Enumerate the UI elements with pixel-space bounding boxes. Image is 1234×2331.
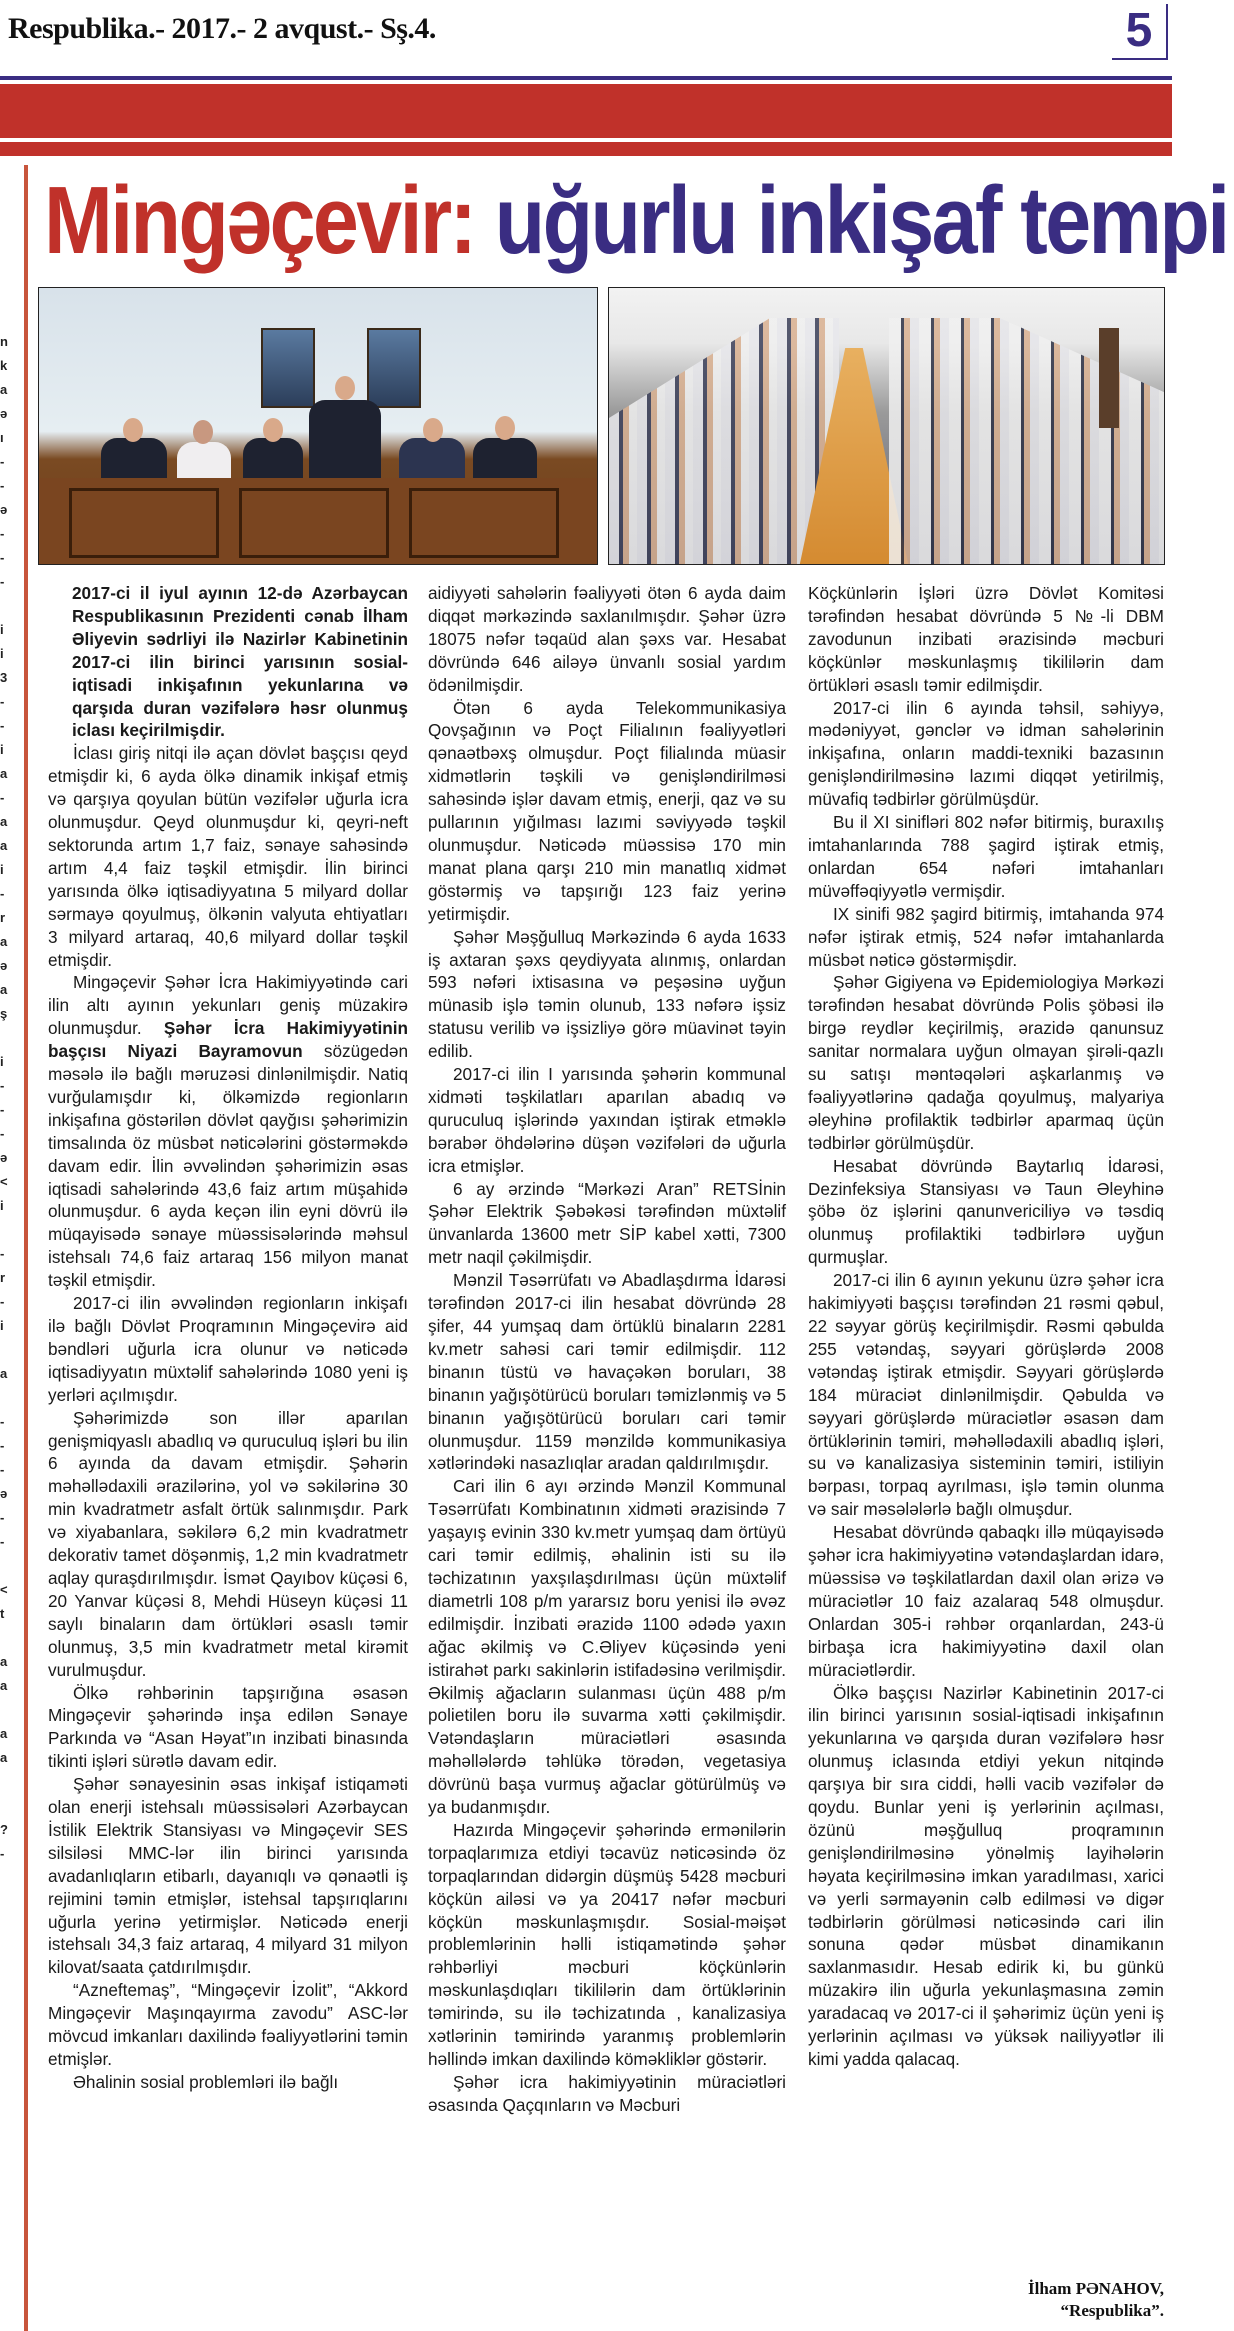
adjacent-page-glyph: a [0,814,8,829]
article-column-3 [808,582,1164,2071]
presidium-photo [38,287,598,565]
adjacent-page-glyph: - [0,1438,5,1453]
header-red-band [0,84,1172,138]
article-paragraph: 2017-ci ilin əvvəlindən regionların inkişafı ilə bağlı Dövlət Proqramının Mingəçevirə aid bəndləri uğurla icra olunur və nəticədə iqtisadiyyatın müxtəlif sahələrində 1080 yeni iş yerləri açılmışdır. [48,1293,408,1405]
article-paragraph: İclası giriş nitqi ilə açan dövlət başçısı qeyd etmişdir ki, 6 ayda ölkə dinamik inkişaf etmiş və qarşıya qoyulan bütün vəzifələr uğurla icra olunmuşdur. Qeyd olunmuşdur ki, qeyri-neft sektorunda artım 1,7 faiz, sənaye sahəsində artım 4,4 faiz təşkil etmişdir. İlin birinci yarısında ölkə iqtisadiyyatına 5 milyard dollar sərmayə qoyulmuş, ölkənin valyuta ehtiyatları 3 milyard artaraq, 40,6 milyard dollar təşkil etmişdir. [48,743,408,970]
adjacent-page-glyph: ə [0,502,8,517]
adjacent-page-glyph: - [0,1294,5,1309]
adjacent-page-glyph: a [0,1750,8,1765]
adjacent-page-glyph: r [0,1270,6,1285]
official-name-bold: Şəhər İcra Hakimiyyətinin başçısı Niyazi Bayramovun [48,1018,408,1062]
adjacent-page-glyph: - [0,1102,5,1117]
adjacent-page-glyph: ə [0,1150,8,1165]
page-margin-rule [24,165,28,2331]
adjacent-page-glyph [0,1554,20,1578]
adjacent-page-glyph: - [0,1510,5,1525]
adjacent-page-glyph: - [0,1462,5,1477]
desk-panel [69,488,219,558]
desk-panel [239,488,389,558]
article-paragraph: Şəhər icra hakimiyyətinin müraciətləri əsasında Qaçqınların və Məcburi [428,2071,786,2115]
adjacent-page-glyph [0,1794,20,1818]
article-paragraph-continued: aidiyyəti sahələrin fəaliyyəti ötən 6 ayda daim diqqət mərkəzində saxlanılmışdır. Şəhər üzrə 18075 nəfər təqaüd alan şəxs var. Hesabat dövründə 646 ailəyə ünvanlı sosial yardım ödənilmişdir. [428,583,786,695]
article-paragraph: Ölkə başçısı Nazirlər Kabinetinin 2017-ci ilin birinci yarısının sosial-iqtisadi inkişafının yekunlarına və qarşıda duran vəzifələrə həsr olunmuş iclasında etdiyi yekun nitqində qarşıya bir sıra ciddi, həlli vacib vəzifələr də qoydu. Bunlar yeni iş yerlərinin açılması, özünü məşğulluq proqramının genişləndirilməsinə yönəlmiş layihələrin həyata keçirilməsinə imkan yaradılması, xarici və yerli sərmayənin cəlb edilməsi və digər tədbirlərin görülməsi nəticəsində cari ilin sonuna qədər müsbət dinamikanın saxlanmasıdır. Hesab edirik ki, bu günkü müzakirə ilin uğurla yekunlaşmasına zəmin yaradacaq və 2017-ci il şəhərimiz üçün yeni iş yerlərinin açılması və yüksək nailiyyətlər ili kimi yadda qalacaq. [808,1682,1164,2069]
article-paragraph: 2017-ci ilin 6 ayında təhsil, səhiyyə, mədəniyyət, gənclər və idman sahələrinin inkişafına, onların maddi-texniki bazasının genişləndirilməsinə lazımi diqqət yetirilmiş, müvafiq tədbirlər görülmüşdür. [808,697,1164,810]
adjacent-page-glyph: ? [0,1822,8,1837]
article-lead: 2017-ci il iyul ayının 12-də Azərbaycan Respublikasının Prezidenti cənab İlham Əliyevin sədrliyi ilə Nazirlər Kabinetinin 2017-ci ilin birinci yarısının sosial-iqtisadi inkişafının yekunlarına və qarşıda duran vəzifələrə həsr olunmuş iclası keçirilmişdir. [72,583,408,741]
article-paragraph-continued: Köçkünlərin İşləri üzrə Dövlət Komitəsi tərəfindən hesabat dövründə 5 №-li DBM zavodunun inzibati ərazisində məcburi köçkünlər məskunlaşmış tikililərin dam örtükləri əsaslı təmir edilmişdir. [808,583,1164,695]
adjacent-page-glyph [0,1770,20,1794]
adjacent-page-glyph: - [0,526,5,541]
article-paragraph: Bu il XI sinifləri 802 nəfər bitirmiş, buraxılış imtahanlarında 788 şagird iştirak etmiş, onlardan 654 nəfəri imtahanları müvəffəqiyyətlə vermişdir. [808,812,1164,901]
adjacent-page-glyph [0,1218,20,1242]
page-number-box [1112,4,1168,60]
adjacent-page-glyph: - [0,454,5,469]
adjacent-page-glyph: - [0,886,5,901]
article-paragraph: Şəhər Gigiyena və Epidemiologiya Mərkəzi tərəfindən hesabat dövründə Polis şöbəsi ilə birgə reydlər keçirilmiş, ərazidə qanunsuz sanitar normalara uyğun olmayan şirəli-qazlı su satışı məntəqələri aşkarlanmış və fəaliyyətlərinə qadağa qoyulmuş, malyariya əleyhinə profilaktik tədbirlər aparmaq üçün tədbirlər görülmüşdür. [808,972,1164,1153]
publication-citation: Respublika.- 2017.- 2 avqust.- Sş.4. [8,12,436,45]
adjacent-page-glyph: 3 [0,670,8,685]
article-paragraph: Hazırda Mingəçevir şəhərində ermənilərin torpaqlarımıza etdiyi təcavüz nəticəsində öz torpaqlarından didərgin düşmüş 5428 məcburi köçkün ailəsi və ya 20417 nəfər məcburi köçkün məskunlaşmışdır. Sosial-məişət problemlərinin həlli istiqamətində şəhər rəhbərliyi məcburi köçkünlərin məskunlaşdıqları tikililərin dam örtüklərinin təmirində, su ilə təchizatında , kanalizasiya xətlərinin təmirində yaranmış problemlərin həllində imkan daxilində köməkliklər göstərir. [428,1819,786,2069]
adjacent-page-glyph: - [0,574,5,589]
adjacent-page-glyph: i [0,1054,4,1069]
article-paragraph: Şəhər Məşğulluq Mərkəzində 6 ayda 1633 iş axtaran şəxs qeydiyyata alınmış, onlardan 593 nəfəri ixtisasına və peşəsinə uyğun münasib işlə təmin olunub, 133 nəfərə işsiz statusu verilib və işsizliyə görə müavinət təyin edilib. [428,926,786,1062]
adjacent-page-glyph: ş [0,1006,8,1021]
adjacent-page-glyph: a [0,1654,8,1669]
header-red-thin-band [0,142,1172,156]
adjacent-page-glyph: - [0,1414,5,1429]
article-headline [44,162,1228,280]
adjacent-page-glyph: a [0,766,8,781]
person-head [335,376,355,400]
adjacent-page-glyph [0,1626,20,1650]
article-paragraph: Ölkə rəhbərinin tapşırığına əsasən Mingəçevir şəhərində inşa edilən Sənaye Parkında və “Asan Həyat”ın inzibati binasında tikinti işləri sürətlə davam edir. [48,1682,408,1772]
person-head [495,416,515,440]
adjacent-page-glyph: r [0,910,6,925]
adjacent-page-glyph: i [0,622,4,637]
person-head [123,418,143,442]
adjacent-page-glyph: - [0,718,5,733]
article-paragraph: IX sinifi 982 şagird bitirmiş, imtahanda 974 nəfər iştirak etmiş, 524 nəfər imtahanlarda müsbət nəticə göstərmişdir. [808,903,1164,970]
article-byline [808,2278,1164,2322]
paragraph-text: Mingəçevir Şəhər İcra Hakimiyyətində cari ilin altı ayının yekunları geniş müzakirə olunmuşdur. [48,972,408,1039]
adjacent-page-glyph: - [0,1534,5,1549]
adjacent-page-glyph: n [0,334,8,349]
adjacent-page-glyph: a [0,934,8,949]
adjacent-page-glyph: i [0,862,4,877]
adjacent-page-glyph [0,1386,20,1410]
page-number: 5 [1125,4,1153,57]
article-paragraph: Şəhər sənayesinin əsas inkişaf istiqaməti olan enerji istehsalı müəssisələri Azərbaycan İstilik Elektrik Stansiyası və Mingəçevir SES silsiləsi MMC-lər ilin birinci yarısında avadanlıqların etibarlı, dayanıqlı və qənaətli iş rejimini təmin etmişlər, istehsal tapşırıqlarını uğurla yerinə yetirmişlər. Nəticədə enerji istehsalı 34,3 faiz artaraq, 4 milyard 31 milyon kilovat/saata çatdırılmışdır. [48,1774,408,1978]
adjacent-page-glyph: ı [0,430,4,445]
adjacent-page-glyph: ə [0,958,8,973]
portrait-frame-right [367,328,421,408]
article-paragraph [48,971,408,1292]
headline-subject: uğurlu inkişaf tempi [494,167,1228,274]
header-blue-rule [0,76,1172,80]
adjacent-page-glyph: - [0,1126,5,1141]
adjacent-page-glyph: a [0,1678,8,1693]
hall-door [1099,328,1119,428]
adjacent-page-glyph: a [0,838,8,853]
adjacent-page-glyph: - [0,478,5,493]
article-paragraph: Ötən 6 ayda Telekommunikasiya Qovşağının və Poçt Filialının fəaliyyətləri qənaətbəxş olmuşdur. Poçt filialında müasir xidmətlərin təşkili və genişləndirilməsi sahəsində işlər davam etmiş, enerji, qaz və su pullarının yığılması lazımi səviyyədə təşkil olunmuşdur. Nəticədə müəssisə 170 min manat plana qarşı 210 min manatlıq xidmət göstərmiş və tapşırığı 123 faiz yerinə yetirmişdir. [428,697,786,924]
adjacent-page-glyph: a [0,1366,8,1381]
adjacent-page-glyph: - [0,550,5,565]
audience-photo [608,287,1165,565]
adjacent-page-glyph: < [0,1582,8,1597]
portrait-frame-left [261,328,315,408]
article-paragraph: “Azneftemaş”, “Mingəçevir İzolit”, “Akkord Mingəçevir Maşınqayırma zavodu” ASC-lər mövcud imkanları daxilində fəaliyyətlərini təmin etmişlər. [48,1980,408,2069]
adjacent-page-glyph: ə [0,406,8,421]
article-column-2 [428,582,786,2117]
audience-right-section [889,318,1165,565]
article-paragraph: Mənzil Təsərrüfatı və Abadlaşdırma İdarəsi tərəfindən 2017-ci ilin hesabat dövründə 28 şifer, 44 yumşaq dam örtüklü binaların 2281 kv.metr sahəsi cari təmir edilmişdir. 112 binanın tüstü və havaçəkən boruları, 38 binanın yağışötürücü boruları təmizlənmiş və 5 binanın yağışötürücü boruları cari təmir olunmuşdur. 1159 mənzildə kommunikasiya xətlərindəki nasazlıqlar aradan qaldırılmışdır. [428,1270,786,1474]
article-paragraph: 2017-ci ilin 6 ayının yekunu üzrə şəhər icra hakimiyyəti başçısı tərəfindən 21 rəsmi qəbul, 22 səyyar görüş keçirilmişdir. Rəsmi qəbulda 255 vətəndaş, səyyari görüşlərdə 2008 vətəndaş iştirak etmişdir. Səyyari görüşlərdə 184 müraciət dinlənilmişdir. Qəbulda və səyyari görüşlərdə müraciətlər əsasən dam örtüklərinin təmiri, məhəllədaxili abadlıq işləri, su və kanalizasiya sisteminin təmiri, istiliyin bərpası, torpaq ayrılması, işlə təmin olunma və sair məsələlərlə bağlı olmuşdur. [808,1270,1164,1520]
standing-speaker [309,400,381,488]
article-paragraph: Şəhərimizdə son illər aparılan genişmiqyaslı abadlıq və quruculuq işləri bu ilin 6 ayında da davam etmişdir. Şəhərin məhəllədaxili ərazilərinə, yol və səkilərinə 30 min kvadratmetr asfalt örtük salınmışdır. Park və xiyabanlara, səkilərə 6,2 min kvadratmetr dekorativ tamet döşənmiş, 1,2 min kvadratmetr aqlay quraşdırılmışdır. İsmət Qayıbov küçəsi 6, 20 Yanvar küçəsi 8, Mehdi Hüseyn küçəsi 11 saylı binaların dam örtükləri əsaslı təmir olunmuş, 3,5 min kvadratmetr metal kirəmit vurulmuşdur. [48,1407,408,1680]
desk-panel [409,488,559,558]
person-head [263,418,283,442]
article-paragraph: 2017-ci ilin I yarısında şəhərin kommunal xidməti təşkilatları aparılan abadıq və quruculuq işlərində yaxından iştirak etməklə bərabər öhdələrinə düşən vəzifələri də uğurla icra etmişlər. [428,1064,786,1176]
headline-city: Mingəçevir: [44,167,475,274]
byline-author: İlham PƏNAHOV, [1028,2279,1164,2298]
article-paragraph: Hesabat dövründə qabaqkı illə müqayisədə şəhər icra hakimiyyətinə vətəndaşlardan idarə, müəssisə və təşkilatlardan daxil olan ərizə və müraciətlər 10 faiz azalaraq 548 olmuşdur. Onlardan 305-i rəhbər orqanlardan, 243-ü birbaşa icra hakimiyyətinə daxil olan müraciətlərdir. [808,1522,1164,1680]
audience-left-section [609,318,839,565]
adjacent-page-glyph: a [0,1726,8,1741]
adjacent-page-glyph [0,594,20,618]
article-paragraph: 6 ay ərzində “Mərkəzi Aran” RETSİnin Şəhər Elektrik Şəbəkəsi tərəfindən müxtəlif ünvanlarda 13600 metr SİP kabel xətti, 7300 metr naqil çəkilmişdir. [428,1178,786,1268]
adjacent-page-glyph: - [0,1846,5,1861]
adjacent-page-glyph: - [0,790,5,805]
adjacent-page-glyph [0,1698,20,1722]
article-column-1 [48,582,408,2094]
adjacent-page-glyph: i [0,646,4,661]
adjacent-page-glyph: - [0,1246,5,1261]
adjacent-page-glyph [0,1026,20,1050]
adjacent-page-glyph: - [0,1078,5,1093]
adjacent-page-glyph: t [0,1606,5,1621]
paragraph-text: sözügedən məsələ ilə bağlı məruzəsi dinlənilmişdir. Natiq vurğulamışdır ki, ölkəmizdə regionların inkişafına göstərilən dövlət qayğısı şəhərimizin timsalında öz müsbət nəticələrini göstərməkdə davam edir. İlin əvvəlindən şəhərimizin əsas iqtisadi sahələrində 43,6 faiz artım müşahidə olunmuşdur. 6 ayda keçən ilin eyni dövrü ilə müqayisədə sənaye müəssisələrində məhsul istehsalı 74,6 faiz artaraq 156 milyon manat təşkil etmişdir. [48,1041,408,1291]
adjacent-page-glyph: i [0,1198,4,1213]
adjacent-page-glyph: i [0,742,4,757]
adjacent-page-glyph: a [0,982,8,997]
adjacent-page-glyph [0,1338,20,1362]
article-paragraph: Hesabat dövründə Baytarlıq İdarəsi, Dezinfeksiya Stansiyası və Taun Əleyhinə şöbə öz işlərini qanunvericiliyə və təsdiq olunmuş profilaktiki tədbirlərə uyğun qurmuşlar. [808,1155,1164,1268]
person-head [423,418,443,442]
adjacent-page-glyph: k [0,358,8,373]
adjacent-page-strip [0,170,20,2331]
person-head [193,420,213,444]
article-paragraph: Əhalinin sosial problemləri ilə bağlı [73,2071,339,2092]
adjacent-page-glyph: ə [0,1486,8,1501]
article-paragraph: Cari ilin 6 ayı ərzində Mənzil Kommunal Təsərrüfatı Kombinatının xidməti ərazisində 7 yaşayış evinin 330 kv.metr yumşaq dam örtüyü cari təmir edilmiş, əhalinin isti su ilə təchizatının yaxşılaşdırılması üçün müxtəlif diametrli 108 p/m yararsız boru yenisi ilə əvəz edilmişdir. İnzibati ərazidə 1100 ədədə yaxın ağac əkilmiş və C.Əliyev küçəsində yeni istirahət parkı sakinlərin istifadəsinə verilmişdir. Əkilmiş ağacların sulanması üçün 488 p/m polietilen boru ilə suvarma xətti çəkilmişdir. Vətəndaşların müraciətləri əsasında məhəllələrdə təhlükə törədən, vegetasiya dövrünü başa vurmuş ağaclar götürülmüş və ya budanmışdır. [428,1476,786,1818]
adjacent-page-glyph: < [0,1174,8,1189]
adjacent-page-glyph: a [0,382,8,397]
adjacent-page-glyph: - [0,694,5,709]
byline-outlet: “Respublika”. [1060,2301,1164,2320]
adjacent-page-glyph: i [0,1318,4,1333]
